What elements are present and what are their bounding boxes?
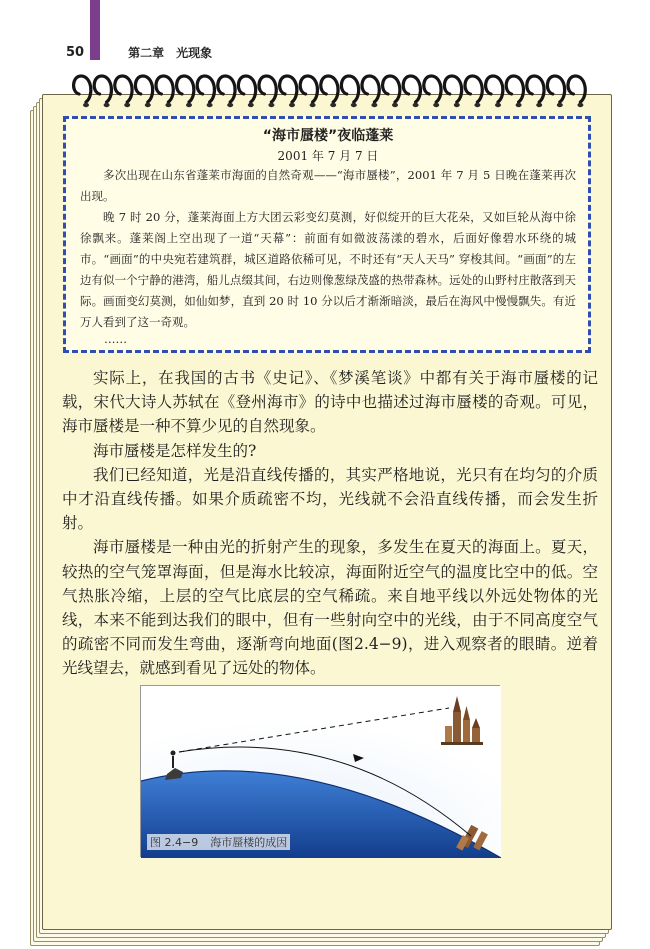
inset-paragraph: 多次出现在山东省蓬莱市海面的自然奇观——“海市蜃楼”，2001 年 7 月 5 日晚在蓬莱再次出现。: [80, 168, 576, 203]
figure-mirage-diagram: [140, 685, 500, 857]
news-inset-box: [63, 116, 591, 353]
page-header: [66, 44, 212, 60]
spiral-ring: [465, 76, 482, 102]
spiral-hole: [186, 103, 192, 107]
spiral-ring: [135, 76, 152, 102]
spiral-ring: [280, 76, 297, 102]
spiral-hole: [351, 103, 357, 107]
spiral-hole: [83, 103, 89, 107]
spiral-ring: [156, 76, 173, 102]
spiral-hole: [371, 103, 377, 107]
body-text: [62, 366, 598, 681]
spiral-ring: [321, 76, 338, 102]
spiral-hole: [392, 103, 398, 107]
spiral-ring: [238, 76, 255, 102]
spiral-hole: [536, 103, 542, 107]
spiral-hole: [207, 103, 213, 107]
spiral-hole: [557, 103, 563, 107]
inset-title: “海市蜃楼”夜临蓬莱: [262, 128, 394, 144]
spiral-ring: [300, 76, 317, 102]
spiral-ring: [506, 76, 523, 102]
spiral-ring: [218, 76, 235, 102]
spiral-hole: [248, 103, 254, 107]
spiral-ring: [444, 76, 461, 102]
spiral-ring: [527, 76, 544, 102]
spiral-ring: [197, 76, 214, 102]
spiral-ring: [424, 76, 441, 102]
spiral-hole: [474, 103, 480, 107]
body-paragraph: 我们已经知道，光是沿直线传播的，其实严格地说，光只有在均匀的介质中才沿直线传播。如果介质疏密不均，光线就不会沿直线传播，而会发生折射。: [62, 465, 598, 533]
spiral-hole: [268, 103, 274, 107]
body-paragraph: 实际上，在我国的古书《史记》、《梦溪笔谈》中都有关于海市蜃楼的记载，宋代大诗人苏轼在《登州海市》的诗中也描述过海市蜃楼的奇观。可见，海市蜃楼是一种不算少见的自然现象。: [62, 369, 598, 436]
spiral-ring: [362, 76, 379, 102]
spiral-hole: [577, 103, 583, 107]
page-number: 50: [66, 44, 85, 60]
figure-number: 图 2.4−9: [150, 836, 199, 849]
spiral-hole: [330, 103, 336, 107]
spiral-hole: [145, 103, 151, 107]
spiral-hole: [310, 103, 316, 107]
spiral-ring: [383, 76, 400, 102]
spiral-ring: [547, 76, 564, 102]
spiral-ring: [115, 76, 132, 102]
body-paragraph: 海市蜃楼是一种由光的折射产生的现象，多发生在夏天的海面上。夏天，较热的空气笼罩海面，但是海水比较凉，海面附近空气的温度比空中的低。空气热胀冷缩，上层的空气比底层的空气稀疏。来自地平线以外远处物体的光线，本来不能到达我们的眼中，但有一些射向空中的光线，由于不同高度空气的疏密不同而发生弯曲，逐渐弯向地面(图2.4−9)，进入观察者的眼睛。逆着光线望去，就感到看见了远处的物体。: [62, 538, 598, 678]
spiral-ring: [177, 76, 194, 102]
spiral-hole: [227, 103, 233, 107]
spiral-ring: [94, 76, 111, 102]
spiral-hole: [413, 103, 419, 107]
figure-caption-text: 海市蜃楼的成因: [210, 836, 288, 849]
spiral-ring: [403, 76, 420, 102]
inset-ellipsis: ……: [104, 332, 127, 346]
mirage-illustration: [141, 686, 501, 858]
body-question: 海市蜃楼是怎样发生的?: [93, 441, 257, 460]
spiral-ring: [568, 76, 585, 102]
spiral-hole: [104, 103, 110, 107]
figure-caption: [147, 834, 290, 850]
spiral-hole: [289, 103, 295, 107]
spiral-hole: [165, 103, 171, 107]
inset-paragraph: 晚 7 时 20 分，蓬莱海面上方大团云彩变幻莫测，好似绽开的巨大花朵，又如巨轮从海中徐徐飘来。蓬莱阁上空出现了一道“天幕”：前面有如微波荡漾的碧水，后面好像碧水环绕的城市。“画面”的中央宛若建筑群，城区道路依稀可见，不时还有“天人天马” 穿梭其间。“画面”的左边有似一个宁静的港湾，船儿点缀其间，右边则像葱绿茂盛的热带森林。远处的山野村庄散落到天际。画面变幻莫测，如仙如梦，直到 20 时 10 分以后才渐渐暗淡，最后在海风中慢慢飘失。有近万人看到了这一奇观。: [80, 210, 576, 329]
inset-date: 2001 年 7 月 7 日: [277, 149, 379, 163]
spiral-hole: [495, 103, 501, 107]
spiral-hole: [433, 103, 439, 107]
spiral-hole: [516, 103, 522, 107]
spiral-ring: [341, 76, 358, 102]
spiral-ring: [259, 76, 276, 102]
spiral-hole: [454, 103, 460, 107]
chapter-title: 第二章 光现象: [128, 45, 213, 60]
spiral-binding: [70, 72, 590, 112]
spiral-ring: [486, 76, 503, 102]
spiral-hole: [124, 103, 130, 107]
spiral-ring: [74, 76, 91, 102]
